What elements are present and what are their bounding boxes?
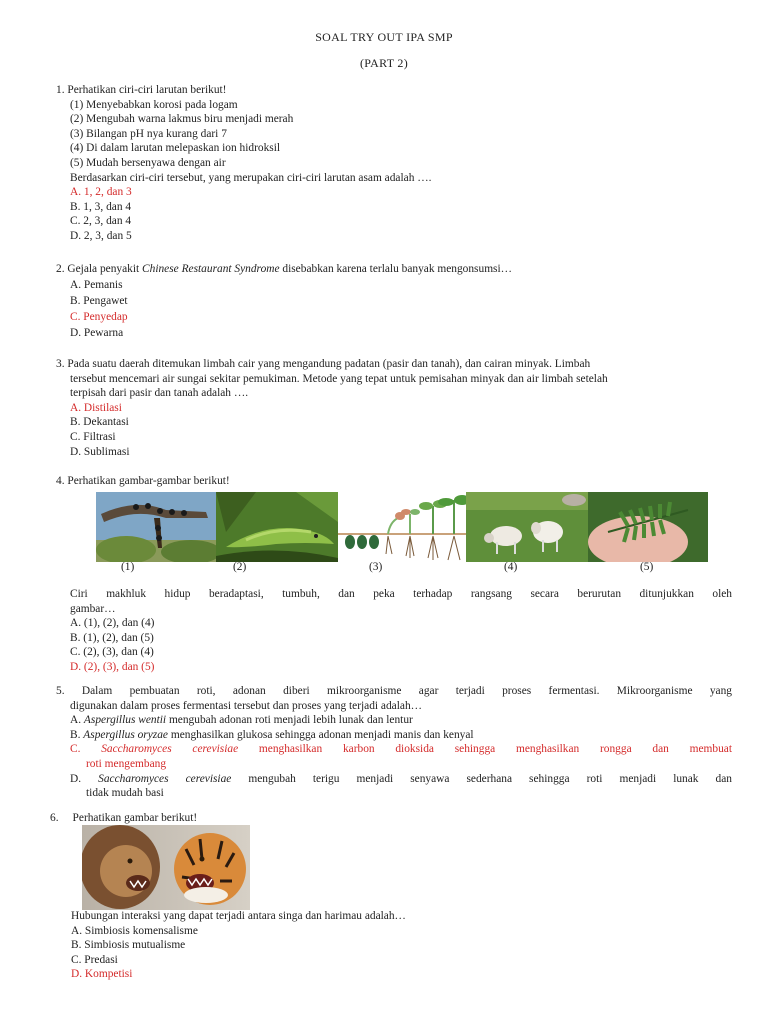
stem-italic-term: Chinese Restaurant Syndrome [142,263,280,275]
question-5 [56,684,732,801]
list-item: (1) Menyebabkan korosi pada logam [70,98,238,111]
option-text: mengubah terigu menjadi senyawa sederhana sehingga roti menjadi lunak dan [231,772,732,785]
answer-option-correct: A. Distilasi [70,401,122,414]
image-label: (2) [233,561,247,573]
answer-option [56,772,732,787]
answer-option: A. Pemanis [70,278,123,291]
mimosa-leaf-image [588,492,708,562]
answer-option: D. Pewarna [70,327,124,340]
answer-option: A. Simbiosis komensalisme [71,924,198,937]
answer-option: B. Dekantasi [70,416,129,429]
answer-option: C. Filtrasi [70,430,116,443]
question-2 [56,262,732,341]
question-4-body [70,587,732,675]
question-6-body [71,909,733,982]
option-letter: C. [70,743,102,756]
ants-bridge-image [96,492,216,562]
question-number: 6. [50,812,59,824]
option-letter: B. [70,728,84,741]
organism-name: Aspergillus oryzae [83,728,168,741]
answer-option: D. Sublimasi [70,445,130,458]
answer-option: C. (2), (3), dan (4) [70,646,154,659]
question-4-image-labels [96,560,708,574]
answer-option-correct: A. 1, 2, dan 3 [70,186,132,199]
answer-option-continued: tidak mudah basi [86,787,164,800]
option-letter: D. [70,772,99,785]
option-text: mengubah adonan roti menjadi lebih lunak dan lentur [166,714,413,727]
answer-option-correct-continued: roti mengembang [86,757,167,770]
answer-option [56,728,732,743]
list-item: (5) Mudah bersenyawa dengan air [70,156,226,169]
answer-option [56,713,732,728]
question-3-stem: 3. Pada suatu daerah ditemukan limbah cair yang mengandung padatan (pasir dan tanah), dan cairan minyak. Limbah [56,358,591,370]
question-6-prompt: Hubungan interaksi yang dapat terjadi antara singa dan harimau adalah… [71,910,406,922]
question-5-stem: 5. Dalam pembuatan roti, adonan diberi mikroorganisme agar terjadi proses fermentasi. Mikroorganisme yang [56,685,732,697]
image-label: (4) [504,561,518,573]
answer-option-correct: C. Penyedap [70,311,128,323]
answer-option: B. Simbiosis mutualisme [71,939,186,952]
question-4-prompt: gambar… [70,602,116,615]
question-3 [56,357,732,459]
image-label: (1) [121,561,135,573]
image-label: (3) [369,561,383,573]
question-2-stem [56,262,732,277]
question-1-stem: 1. Perhatikan ciri-ciri larutan berikut! [56,84,227,96]
sheep-image [466,492,588,562]
question-1 [56,83,732,244]
seed-germination-image [338,492,466,562]
question-6-stem [50,811,726,826]
organism-name: Saccharomyces cerevisiae [101,743,239,756]
answer-option-correct [56,742,732,757]
lizard-image [216,492,338,562]
document-subtitle: (PART 2) [359,56,409,70]
answer-option: B. Pengawet [70,294,128,307]
answer-option: C. 2, 3, dan 4 [70,215,132,228]
stem-text: disebabkan karena terlalu banyak mengonsumsi… [279,263,513,275]
question-4-stem: 4. Perhatikan gambar-gambar berikut! [56,475,230,487]
list-item: (4) Di dalam larutan melepaskan ion hidroksil [70,142,281,155]
question-3-stem: tersebut mencemari air sungai sekitar pemukiman. Metode yang tepat untuk pemisahan minyak dan air limbah setelah [70,372,608,385]
answer-option-correct: D. (2), (3), dan (5) [70,660,155,673]
stem-text: 2. Gejala penyakit [56,263,143,275]
answer-option: A. (1), (2), dan (4) [70,617,155,630]
option-text: menghasilkan karbon dioksida sehingga menghasilkan rongga dan membuat [238,743,732,756]
question-3-stem: terpisah dari pasir dan tanah adalah …. [70,387,249,400]
answer-option: B. 1, 3, dan 4 [70,200,132,213]
image-label: (5) [640,561,654,573]
question-4-images [96,492,708,562]
answer-option: C. Predasi [71,953,118,966]
lion-tiger-image [82,825,250,910]
question-4 [56,474,732,489]
answer-option: B. (1), (2), dan (5) [70,631,154,644]
option-letter: A. [70,714,84,727]
answer-option: D. 2, 3, dan 5 [70,229,132,242]
organism-name: Saccharomyces cerevisiae [98,772,232,785]
answer-option-correct: D. Kompetisi [71,968,133,981]
document-title: SOAL TRY OUT IPA SMP [315,30,453,44]
question-6 [50,811,726,826]
question-5-stem: digunakan dalam proses fermentasi tersebut dan proses yang terjadi adalah… [70,699,423,712]
question-4-prompt: Ciri makhluk hidup beradaptasi, tumbuh, dan peka terhadap rangsang secara berurutan ditunjukkan oleh [70,588,732,600]
question-1-prompt: Berdasarkan ciri-ciri tersebut, yang merupakan ciri-ciri larutan asam adalah …. [70,171,432,184]
option-text: menghasilkan glukosa sehingga adonan menjadi manis dan kenyal [167,728,474,741]
list-item: (3) Bilangan pH nya kurang dari 7 [70,127,227,140]
stem-text: Perhatikan gambar berikut! [72,812,198,824]
organism-name: Aspergillus wentii [83,714,167,727]
list-item: (2) Mengubah warna lakmus biru menjadi merah [70,113,294,126]
